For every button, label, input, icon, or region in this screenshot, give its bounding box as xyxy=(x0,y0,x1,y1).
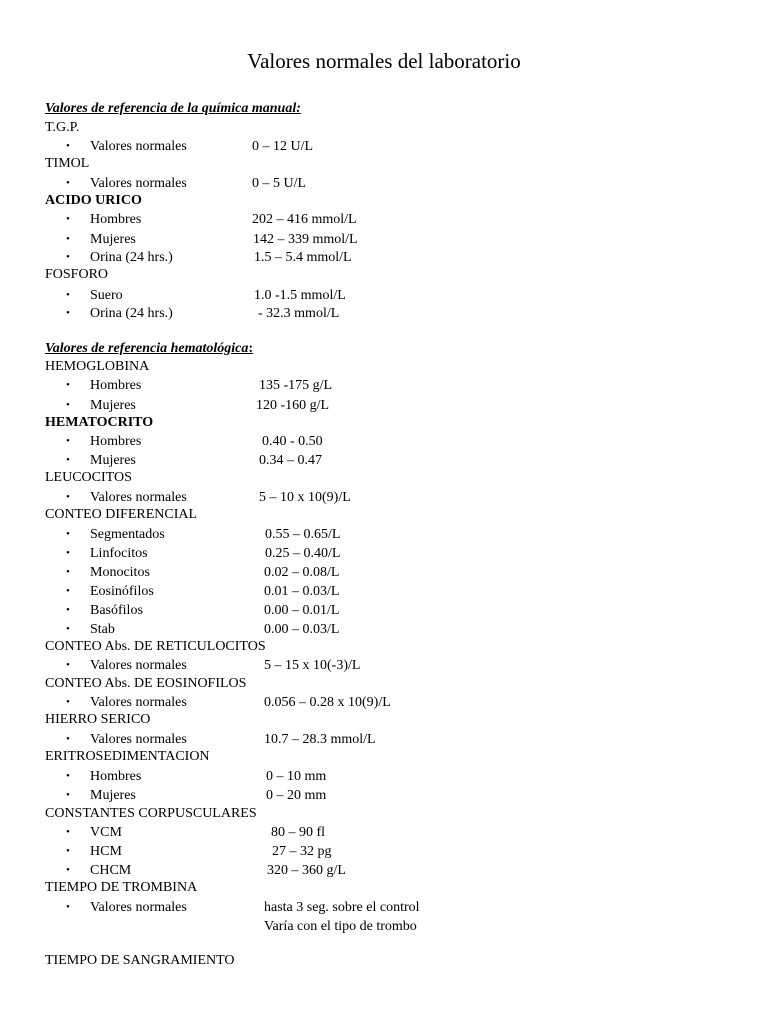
group-title-reticulocitos: CONTEO Abs. DE RETICULOCITOS xyxy=(45,639,266,654)
item-label: Linfocitos xyxy=(90,546,148,561)
item-value: 5 – 10 x 10(9)/L xyxy=(259,490,351,505)
item-value: 135 -175 g/L xyxy=(259,378,333,393)
list-item xyxy=(0,693,768,712)
list-item xyxy=(0,823,768,842)
item-label: Orina (24 hrs.) xyxy=(90,306,173,321)
bullet-icon: • xyxy=(66,251,70,263)
bullet-icon: • xyxy=(66,696,70,708)
list-item xyxy=(0,210,768,229)
list-item xyxy=(0,451,768,470)
list-item xyxy=(0,861,768,880)
item-value: 320 – 360 g/L xyxy=(267,863,346,878)
list-item xyxy=(0,898,768,917)
item-value: 0.01 – 0.03/L xyxy=(264,584,340,599)
section-heading-colon: : xyxy=(248,341,254,356)
document-title: Valores normales del laboratorio xyxy=(247,49,521,73)
list-item xyxy=(0,230,768,249)
item-value: 27 – 32 pg xyxy=(272,844,332,859)
group-title-conteo-diferencial: CONTEO DIFERENCIAL xyxy=(45,507,198,522)
group-title-timol: TIMOL xyxy=(45,156,90,171)
list-item xyxy=(0,544,768,563)
list-item xyxy=(0,248,768,267)
list-item xyxy=(0,174,768,193)
group-title-leucocitos: LEUCOCITOS xyxy=(45,470,132,485)
item-label: Segmentados xyxy=(90,527,165,542)
bullet-icon: • xyxy=(66,233,70,245)
item-value: 0.40 - 0.50 xyxy=(262,434,323,449)
item-value: 0.34 – 0.47 xyxy=(259,453,322,468)
item-value: 0 – 12 U/L xyxy=(252,139,314,154)
item-value: 1.0 -1.5 mmol/L xyxy=(254,288,346,303)
bullet-icon: • xyxy=(66,435,70,447)
item-label: Valores normales xyxy=(90,139,187,154)
bullet-icon: • xyxy=(66,547,70,559)
item-value: 202 – 416 mmol/L xyxy=(252,212,357,227)
trombina-note: Varía con el tipo de trombo xyxy=(264,919,417,934)
item-label: Mujeres xyxy=(90,788,136,803)
item-label: Suero xyxy=(90,288,123,303)
bullet-icon: • xyxy=(66,845,70,857)
bullet-icon: • xyxy=(66,604,70,616)
item-label: Monocitos xyxy=(90,565,150,580)
item-label: HCM xyxy=(90,844,122,859)
list-item xyxy=(0,396,768,415)
item-value: 0.02 – 0.08/L xyxy=(264,565,340,580)
group-title-eritrosedimentacion: ERITROSEDIMENTACION xyxy=(45,749,210,764)
item-label: Mujeres xyxy=(90,398,136,413)
bullet-icon: • xyxy=(66,585,70,597)
group-title-acido-urico: ACIDO URICO xyxy=(45,193,142,208)
list-item xyxy=(0,767,768,786)
item-value: 0.00 – 0.03/L xyxy=(264,622,340,637)
item-label: Eosinófilos xyxy=(90,584,154,599)
group-title-hierro-serico: HIERRO SERICO xyxy=(45,712,151,727)
group-title-sangramiento: TIEMPO DE SANGRAMIENTO xyxy=(45,953,235,968)
bullet-icon: • xyxy=(66,379,70,391)
item-value: 0.25 – 0.40/L xyxy=(265,546,341,561)
list-item xyxy=(0,656,768,675)
list-item xyxy=(0,304,768,323)
bullet-icon: • xyxy=(66,307,70,319)
item-label: VCM xyxy=(90,825,122,840)
list-item xyxy=(0,525,768,544)
list-item xyxy=(0,286,768,305)
item-label: Hombres xyxy=(90,378,142,393)
bullet-icon: • xyxy=(66,659,70,671)
bullet-icon: • xyxy=(66,566,70,578)
list-item xyxy=(0,601,768,620)
item-value: 142 – 339 mmol/L xyxy=(253,232,358,247)
list-item xyxy=(0,842,768,861)
item-label: Valores normales xyxy=(90,695,187,710)
bullet-icon: • xyxy=(66,289,70,301)
item-value: hasta 3 seg. sobre el control xyxy=(264,900,420,915)
item-value: 10.7 – 28.3 mmol/L xyxy=(264,732,376,747)
bullet-icon: • xyxy=(66,733,70,745)
section-heading-text: Valores de referencia hematológica xyxy=(45,341,249,356)
list-item xyxy=(0,730,768,749)
item-value: 0 – 5 U/L xyxy=(252,176,307,191)
item-label: Basófilos xyxy=(90,603,143,618)
item-label: Mujeres xyxy=(90,453,136,468)
group-title-hematocrito: HEMATOCRITO xyxy=(45,415,154,430)
bullet-icon: • xyxy=(66,826,70,838)
bullet-icon: • xyxy=(66,528,70,540)
bullet-icon: • xyxy=(66,770,70,782)
item-label: CHCM xyxy=(90,863,132,878)
list-item xyxy=(0,786,768,805)
bullet-icon: • xyxy=(66,623,70,635)
item-value: 0.55 – 0.65/L xyxy=(265,527,341,542)
item-value: 0 – 10 mm xyxy=(266,769,327,784)
group-title-constantes: CONSTANTES CORPUSCULARES xyxy=(45,806,257,821)
list-item xyxy=(0,432,768,451)
section-heading-hematologica xyxy=(45,340,253,358)
list-item xyxy=(0,563,768,582)
list-item xyxy=(0,376,768,395)
bullet-icon: • xyxy=(66,454,70,466)
group-title-trombina: TIEMPO DE TROMBINA xyxy=(45,880,198,895)
bullet-icon: • xyxy=(66,399,70,411)
list-item xyxy=(0,488,768,507)
item-value: 0.056 – 0.28 x 10(9)/L xyxy=(264,695,391,710)
item-label: Valores normales xyxy=(90,490,187,505)
item-value: 0 – 20 mm xyxy=(266,788,327,803)
item-label: Mujeres xyxy=(90,232,136,247)
list-item xyxy=(0,620,768,639)
item-value: 80 – 90 fl xyxy=(271,825,326,840)
bullet-icon: • xyxy=(66,177,70,189)
bullet-icon: • xyxy=(66,213,70,225)
item-label: Valores normales xyxy=(90,658,187,673)
group-title-eosinofilos: CONTEO Abs. DE EOSINOFILOS xyxy=(45,676,247,691)
group-title-tgp: T.G.P. xyxy=(45,120,80,135)
item-label: Stab xyxy=(90,622,115,637)
item-label: Orina (24 hrs.) xyxy=(90,250,173,265)
section-heading-quimica: Valores de referencia de la química manual: xyxy=(45,101,301,116)
bullet-icon: • xyxy=(66,789,70,801)
bullet-icon: • xyxy=(66,864,70,876)
bullet-icon: • xyxy=(66,901,70,913)
list-item xyxy=(0,582,768,601)
item-label: Hombres xyxy=(90,212,142,227)
item-label: Hombres xyxy=(90,434,142,449)
bullet-icon: • xyxy=(66,140,70,152)
item-label: Valores normales xyxy=(90,732,187,747)
item-value: - 32.3 mmol/L xyxy=(258,306,340,321)
item-value: 1.5 – 5.4 mmol/L xyxy=(254,250,352,265)
list-item xyxy=(0,137,768,156)
group-title-fosforo: FOSFORO xyxy=(45,267,109,282)
item-value: 0.00 – 0.01/L xyxy=(264,603,340,618)
item-label: Valores normales xyxy=(90,176,187,191)
item-value: 120 -160 g/L xyxy=(256,398,330,413)
item-value: 5 – 15 x 10(-3)/L xyxy=(264,658,361,673)
group-title-hemoglobina: HEMOGLOBINA xyxy=(45,359,150,374)
bullet-icon: • xyxy=(66,491,70,503)
item-label: Valores normales xyxy=(90,900,187,915)
item-label: Hombres xyxy=(90,769,142,784)
